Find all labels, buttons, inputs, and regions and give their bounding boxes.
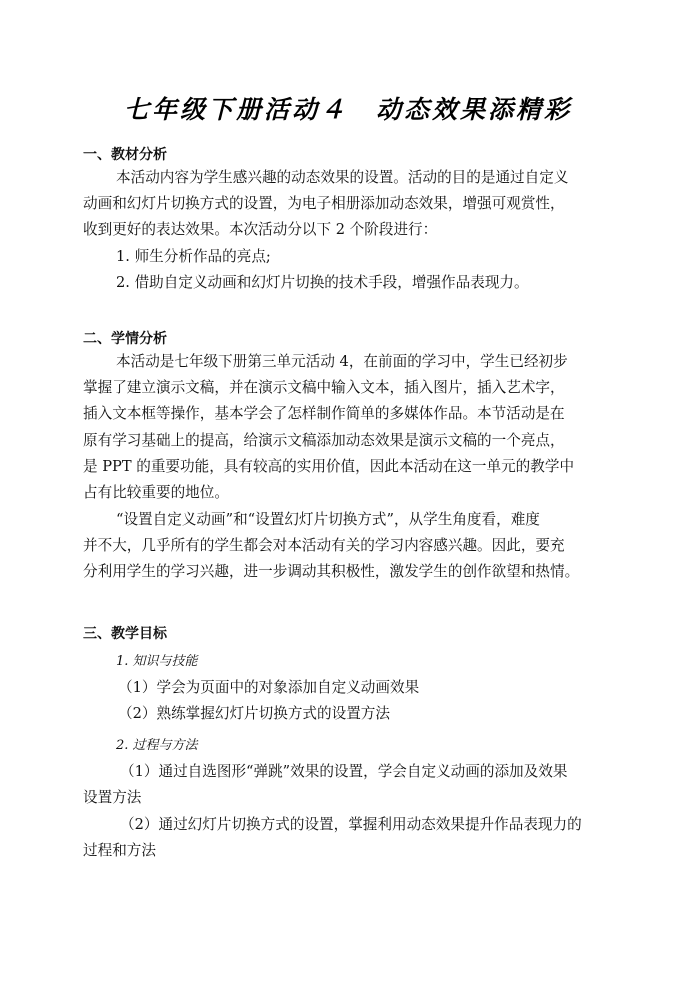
section-heading-textbook-analysis: 一、教材分析 xyxy=(83,147,167,163)
paragraph-line: 原有学习基础上的提高，给演示文稿添加动态效果是演示文稿的一个亮点， xyxy=(83,432,565,449)
list-item: （2）熟练掌握幻灯片切换方式的设置方法 xyxy=(118,705,390,722)
list-item: （1）学会为页面中的对象添加自定义动画效果 xyxy=(118,679,420,696)
paragraph-line: 过程和方法 xyxy=(83,842,156,859)
paragraph-line: 并不大，几乎所有的学生都会对本活动有关的学习内容感兴趣。因此，要充 xyxy=(83,537,565,554)
section-heading-teaching-goals: 三、教学目标 xyxy=(83,626,167,642)
paragraph-line: 占有比较重要的地位。 xyxy=(83,484,229,501)
list-item: 2. 借助自定义动画和幻灯片切换的技术手段，增强作品表现力。 xyxy=(116,274,529,291)
paragraph-line: 分利用学生的学习兴趣，进一步调动其积极性，激发学生的创作欲望和热情。 xyxy=(83,563,580,580)
document-title: 七年级下册活动４ 动态效果添精彩 xyxy=(123,95,572,124)
list-item: 1. 师生分析作品的亮点; xyxy=(116,248,271,265)
paragraph-line: 本活动内容为学生感兴趣的动态效果的设置。活动的目的是通过自定义 xyxy=(116,169,569,186)
subheading-process-methods: 2. 过程与方法 xyxy=(116,738,198,753)
paragraph-line: 掌握了建立演示文稿，并在演示文稿中输入文本，插入图片，插入艺术字， xyxy=(83,379,565,396)
paragraph-line: 设置方法 xyxy=(83,789,142,806)
paragraph-line: （2）通过幻灯片切换方式的设置，掌握利用动态效果提升作品表现力的 xyxy=(120,816,582,833)
paragraph-line: 本活动是七年级下册第三单元活动 4，在前面的学习中，学生已经初步 xyxy=(116,353,568,370)
paragraph-line: 动画和幻灯片切换方式的设置，为电子相册添加动态效果，增强可观赏性， xyxy=(83,195,565,212)
paragraph-line: 插入文本框等操作，基本学会了怎样制作简单的多媒体作品。本节活动是在 xyxy=(83,405,565,422)
paragraph-line: 是 PPT 的重要功能，具有较高的实用价值，因此本活动在这一单元的教学中 xyxy=(83,458,575,475)
paragraph-line: （1）通过自选图形“弹跳”效果的设置，学会自定义动画的添加及效果 xyxy=(120,763,568,780)
paragraph-line: 收到更好的表达效果。本次活动分以下 2 个阶段进行： xyxy=(83,221,438,238)
section-heading-learner-analysis: 二、学情分析 xyxy=(83,331,167,347)
subheading-knowledge-skills: 1. 知识与技能 xyxy=(116,654,198,669)
paragraph-line: “设置自定义动画”和“设置幻灯片切换方式”，从学生角度看，难度 xyxy=(116,511,540,528)
